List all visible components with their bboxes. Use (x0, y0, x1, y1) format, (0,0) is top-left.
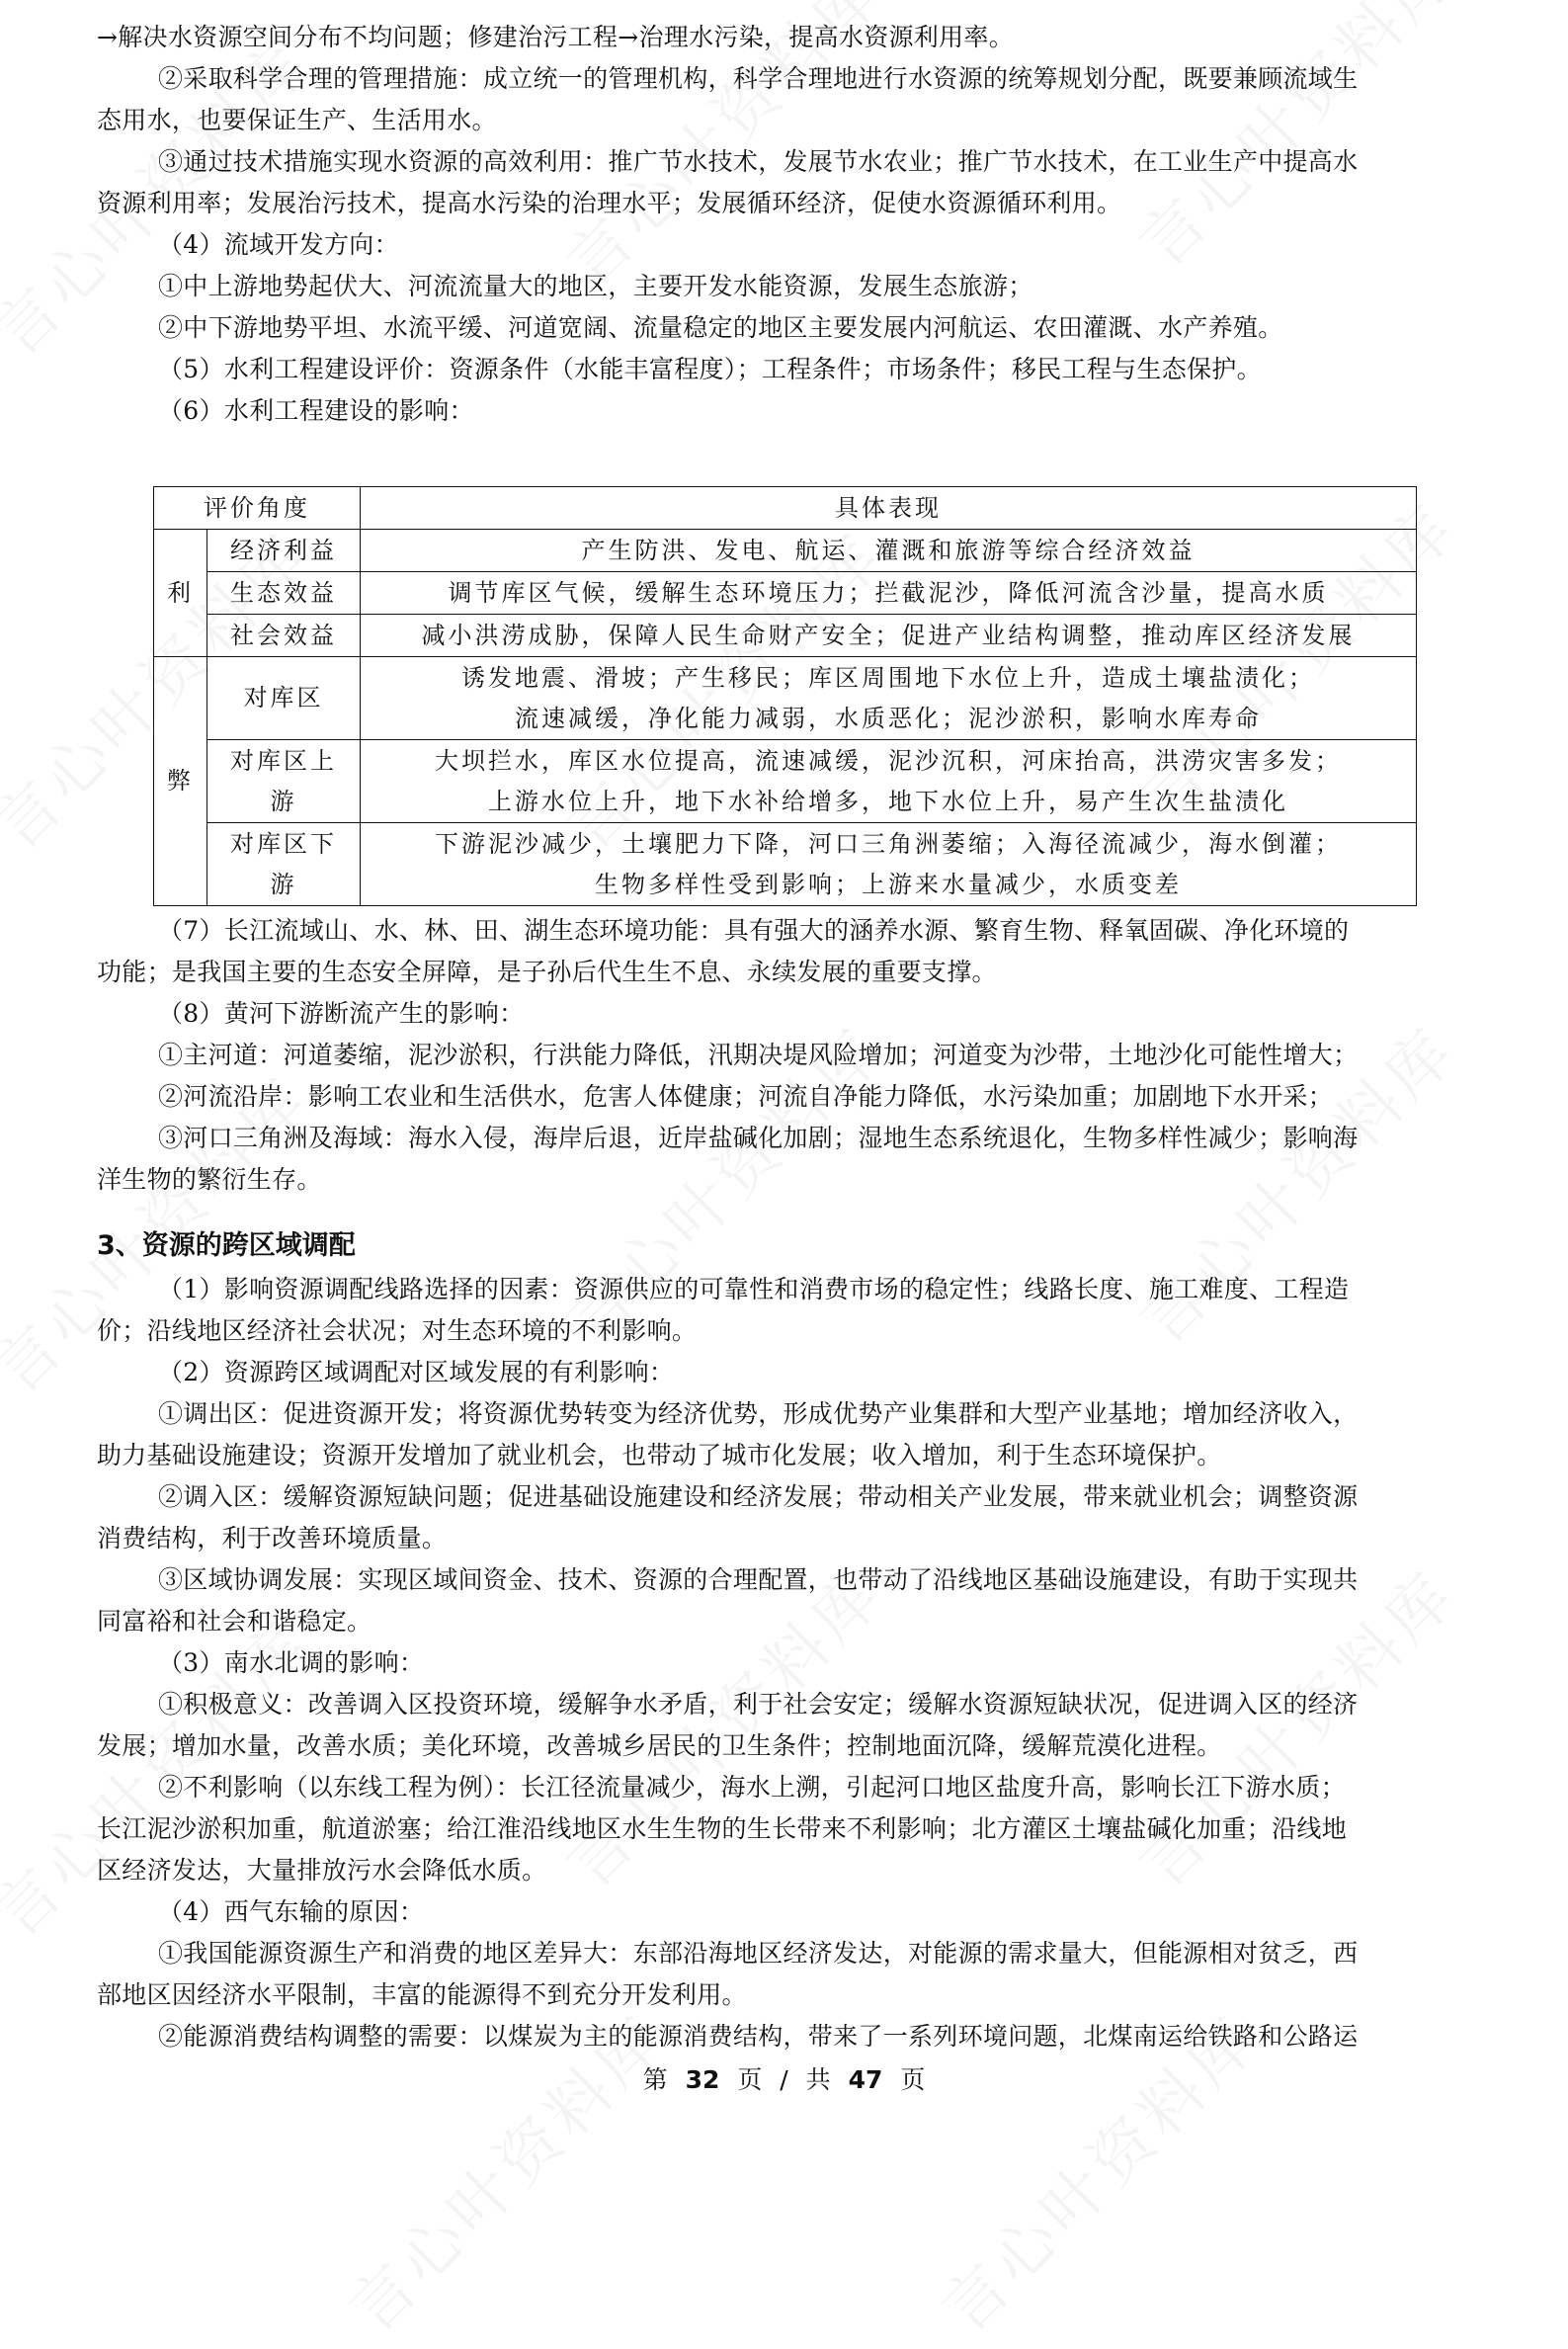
table-row (154, 615, 1417, 657)
total-pages-number: 47 (848, 2065, 883, 2094)
detail-cell (361, 740, 1417, 823)
text-line: ①调出区：促进资源开发；将资源优势转变为经济优势，形成优势产业集群和大型产业基地；增加经济收入， (158, 1399, 1359, 1428)
aspect-cell: 对库区上游 (207, 740, 361, 823)
impact-table (153, 486, 1417, 906)
text-line: ③河口三角洲及海域：海水入侵，海岸后退，近岸盐碱化加剧；湿地生态系统退化，生物多样性减少；影响海 (158, 1124, 1359, 1152)
table-row (154, 530, 1417, 572)
subheading-5: （5）水利工程建设评价：资源条件（水能丰富程度）；工程条件；市场条件；移民工程与生态保护。 (158, 355, 1262, 383)
text-line: （4）西气东输的原因： (158, 1897, 425, 1926)
aspect-cell: 对库区 (207, 657, 361, 740)
text-line: ②不利影响（以东线工程为例）：长江径流量减少，海水上溯，引起河口地区盐度升高，影响长江下游水质； (158, 1773, 1346, 1802)
text-line: （3）南水北调的影响： (158, 1648, 425, 1677)
text-line: 功能；是我国主要的生态安全屏障，是子孙后代生生不息、永续发展的重要支撑。 (97, 958, 997, 986)
text-line: ①我国能源资源生产和消费的地区差异大：东部沿海地区经济发达，对能源的需求量大，但能源相对贫乏，西 (158, 1939, 1359, 1968)
text-line: 同富裕和社会和谐稳定。 (97, 1607, 372, 1636)
subheading-6: （6）水利工程建设的影响： (158, 396, 474, 425)
detail-line: 诱发地震、滑坡；产生移民；库区周围地下水位上升，造成土壤盐渍化； (461, 663, 1315, 692)
text-line: ②采取科学合理的管理措施：成立统一的管理机构，科学合理地进行水资源的统筹规划分配，既要兼顾流域生 (158, 64, 1359, 93)
group-cons: 弊 (154, 657, 207, 906)
text-line: ①主河道：河道萎缩，泥沙淤积，行洪能力降低，汛期决堤风险增加；河道变为沙带，土地沙化可能性增大； (158, 1041, 1359, 1069)
aspect-cell: 经济利益 (207, 530, 361, 572)
detail-cell: 调节库区气候，缓解生态环境压力；拦截泥沙，降低河流含沙量，提高水质 (361, 572, 1417, 615)
table-header-row (154, 487, 1417, 530)
text-line: 洋生物的繁衍生存。 (97, 1165, 322, 1194)
detail-line: 下游泥沙减少，土壤肥力下降，河口三角洲萎缩；入海径流减少，海水倒灌； (435, 829, 1342, 858)
header-angle: 评价角度 (154, 487, 361, 530)
text-line: ②能源消费结构调整的需要：以煤炭为主的能源消费结构，带来了一系列环境问题，北煤南运给铁路和公路运 (158, 2022, 1359, 2051)
text-line: ①中上游地势起伏大、河流流量大的地区，主要开发水能资源，发展生态旅游； (158, 272, 1033, 300)
aspect-cell: 对库区下游 (207, 823, 361, 906)
detail-line: 大坝拦水，库区水位提高，流速减缓，泥沙沉积，河床抬高，洪涝灾害多发； (435, 746, 1342, 775)
table-row (154, 823, 1417, 906)
text-line: 资源利用率；发展治污技术，提高水污染的治理水平；发展循环经济，促使水资源循环利用。 (97, 189, 1122, 217)
detail-cell (361, 823, 1417, 906)
aspect-cell: 社会效益 (207, 615, 361, 657)
text-line: 区经济发达，大量排放污水会降低水质。 (97, 1856, 547, 1885)
after-table-paragraphs (97, 910, 1358, 1201)
subheading-8: （8）黄河下游断流产生的影响： (158, 999, 525, 1028)
text-line: 价；沿线地区经济社会状况；对生态环境的不利影响。 (97, 1316, 698, 1345)
text-line: 发展；增加水量，改善水质；美化环境，改善城乡居民的卫生条件；控制地面沉降，缓解荒漠化进程。 (97, 1731, 1222, 1760)
page-footer (0, 2060, 1568, 2096)
detail-line: 生物多样性受到影响；上游来水量减少，水质变差 (595, 870, 1182, 898)
detail-cell: 减小洪涝成胁，保障人民生命财产安全；促进产业结构调整，推动库区经济发展 (361, 615, 1417, 657)
footer-mid: 页 / 共 (737, 2065, 831, 2094)
detail-cell: 产生防洪、发电、航运、灌溉和旅游等综合经济效益 (361, 530, 1417, 572)
footer-prefix: 第 (642, 2065, 668, 2094)
text-line: （1）影响资源调配线路选择的因素：资源供应的可靠性和消费市场的稳定性；线路长度、施工难度、工程造 (158, 1275, 1350, 1303)
top-paragraphs (97, 17, 1358, 432)
detail-line: 上游水位上升，地下水补给增多，地下水位上升，易产生次生盐渍化 (488, 787, 1288, 815)
table-row (154, 740, 1417, 823)
text-line: ③区域协调发展：实现区域间资金、技术、资源的合理配置，也带动了沿线地区基础设施建设，有助于实现共 (158, 1565, 1359, 1594)
section-3 (97, 1223, 1358, 2057)
section-heading: 3、资源的跨区域调配 (97, 1230, 356, 1261)
text-line: →解决水资源空间分布不均问题；修建治污工程→治理水污染，提高水资源利用率。 (97, 23, 1014, 51)
text-line: ②河流沿岸：影响工农业和生活供水，危害人体健康；河流自净能力降低，水污染加重；加剧地下水开采； (158, 1082, 1334, 1111)
text-line: ①积极意义：改善调入区投资环境，缓解争水矛盾，利于社会安定；缓解水资源短缺状况，促进调入区的经济 (158, 1690, 1359, 1719)
text-line: ③通过技术措施实现水资源的高效利用：推广节水技术，发展节水农业；推广节水技术，在工业生产中提高水 (158, 147, 1359, 176)
text-line: 部地区因经济水平限制，丰富的能源得不到充分开发利用。 (97, 1980, 747, 2009)
text-line: （2）资源跨区域调配对区域发展的有利影响： (158, 1358, 675, 1386)
group-pros: 利 (154, 530, 207, 657)
footer-suffix: 页 (900, 2065, 926, 2094)
detail-line: 流速减缓，净化能力减弱，水质恶化；泥沙淤积，影响水库寿命 (515, 704, 1262, 732)
text-line: 态用水，也要保证生产、生活用水。 (97, 106, 497, 134)
header-detail: 具体表现 (361, 487, 1417, 530)
text-line: 消费结构，利于改善环境质量。 (97, 1524, 448, 1552)
table-row (154, 572, 1417, 615)
table-row (154, 657, 1417, 740)
text-line: ②中下游地势平坦、水流平缓、河道宽阔、流量稳定的地区主要发展内河航运、农田灌溉、水产养殖。 (158, 313, 1283, 342)
detail-cell (361, 657, 1417, 740)
text-line: 助力基础设施建设；资源开发增加了就业机会，也带动了城市化发展；收入增加，利于生态环境保护。 (97, 1441, 1222, 1469)
text-line: 长江泥沙淤积加重，航道淤塞；给江淮沿线地区水生生物的生长带来不利影响；北方灌区土壤盐碱化加重；沿线地 (97, 1814, 1348, 1843)
subheading-7: （7）长江流域山、水、林、田、湖生态环境功能：具有强大的涵养水源、繁育生物、释氧固碳、净化环境的 (158, 916, 1350, 945)
subheading-4: （4）流域开发方向： (158, 230, 399, 259)
text-line: ②调入区：缓解资源短缺问题；促进基础设施建设和经济发展；带动相关产业发展，带来就业机会；调整资源 (158, 1482, 1359, 1511)
aspect-cell: 生态效益 (207, 572, 361, 615)
current-page-number: 32 (685, 2065, 720, 2094)
